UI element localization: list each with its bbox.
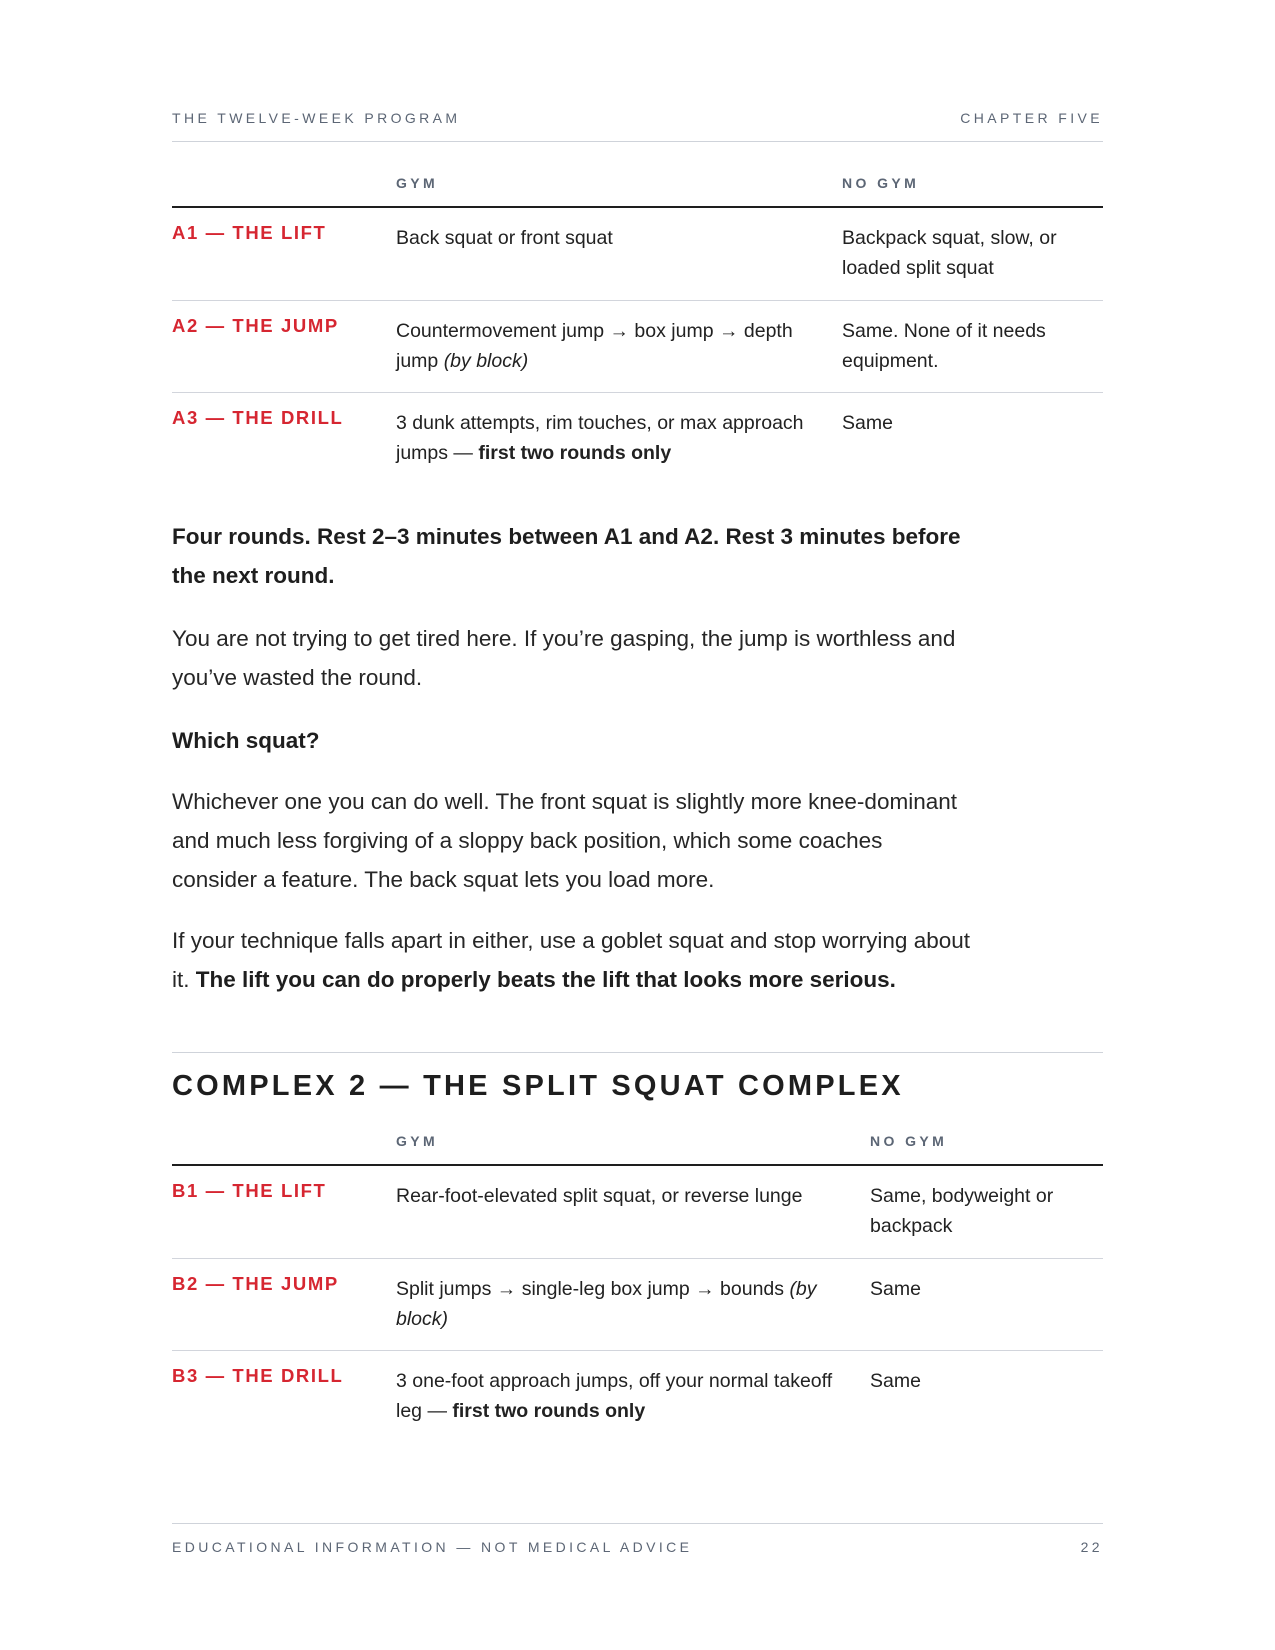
exercise-label: B3 — THE DRILL [172, 1365, 344, 1386]
no-gym-cell: Same [842, 412, 893, 434]
complex-2-table [172, 1120, 1103, 1443]
page-number: 22 [1080, 1539, 1103, 1555]
gym-cell [396, 408, 816, 468]
page-footer [172, 1523, 1103, 1555]
book-title: THE TWELVE-WEEK PROGRAM [172, 110, 461, 126]
table-row [172, 1259, 1103, 1351]
table-row [172, 1351, 1103, 1443]
running-header [172, 110, 1103, 142]
gym-cell-text: 3 one-foot approach jumps, off your normal takeoff leg — [396, 1370, 833, 1422]
paragraph-emphasis: The lift you can do properly beats the lift that looks more serious. [195, 967, 896, 992]
no-gym-cell: Same. None of it needs equipment. [842, 320, 1046, 372]
exercise-label: A1 — THE LIFT [172, 222, 327, 243]
book-page [172, 0, 1103, 1650]
section-title: COMPLEX 2 — THE SPLIT SQUAT COMPLEX [172, 1070, 904, 1102]
column-header-gym: GYM [396, 1133, 439, 1149]
section-divider [172, 1052, 1103, 1053]
disclaimer: EDUCATIONAL INFORMATION — NOT MEDICAL ADVICE [172, 1539, 693, 1555]
exercise-label: B2 — THE JUMP [172, 1273, 339, 1294]
no-gym-cell: Same [870, 1370, 921, 1392]
table-row [172, 393, 1103, 485]
gym-cell: Rear-foot-elevated split squat, or reverse lunge [396, 1185, 803, 1207]
body-paragraph [172, 921, 972, 999]
table-row [172, 301, 1103, 393]
gym-cell-text: 3 dunk attempts, rim touches, or max approach jumps — [396, 412, 804, 464]
table-header [172, 1120, 1103, 1166]
gym-cell [396, 316, 816, 376]
table-header [172, 162, 1103, 208]
gym-cell: Back squat or front squat [396, 227, 613, 249]
gym-cell-italic: (by block) [396, 1278, 817, 1330]
gym-cell-bold: first two rounds only [452, 1400, 646, 1422]
column-header-no-gym: NO GYM [842, 175, 920, 191]
gym-cell-text: Countermovement jump → box jump → depth jump [396, 320, 793, 372]
gym-cell-text: Split jumps → single-leg box jump → bounds [396, 1278, 790, 1300]
table-row [172, 1166, 1103, 1259]
subheading: Which squat? [172, 728, 320, 753]
paragraph-text: If your technique falls apart in either, use a goblet squat and stop worrying about it. [172, 928, 971, 992]
column-header-no-gym: NO GYM [870, 1133, 948, 1149]
exercise-label: A3 — THE DRILL [172, 407, 344, 428]
no-gym-cell: Same, bodyweight or backpack [870, 1185, 1054, 1237]
exercise-label: B1 — THE LIFT [172, 1180, 327, 1201]
column-header-gym: GYM [396, 175, 439, 191]
complex-1-table [172, 162, 1103, 485]
body-paragraph: You are not trying to get tired here. If you’re gasping, the jump is worthless and you’ve wasted the round. [172, 626, 956, 690]
body-paragraph: Whichever one you can do well. The front squat is slightly more knee-dominant and much less forgiving of a sloppy back position, which some coaches consider a feature. The back squat lets you load more. [172, 789, 957, 892]
no-gym-cell: Backpack squat, slow, or loaded split squat [842, 227, 1057, 279]
gym-cell-bold: first two rounds only [478, 442, 672, 464]
no-gym-cell: Same [870, 1278, 921, 1300]
gym-cell [396, 1274, 861, 1334]
rest-instructions: Four rounds. Rest 2–3 minutes between A1 and A2. Rest 3 minutes before the next round. [172, 524, 961, 588]
table-row [172, 208, 1103, 301]
gym-cell-italic: (by block) [443, 350, 529, 372]
gym-cell [396, 1366, 861, 1426]
exercise-label: A2 — THE JUMP [172, 315, 339, 336]
chapter-label: CHAPTER FIVE [960, 110, 1103, 126]
